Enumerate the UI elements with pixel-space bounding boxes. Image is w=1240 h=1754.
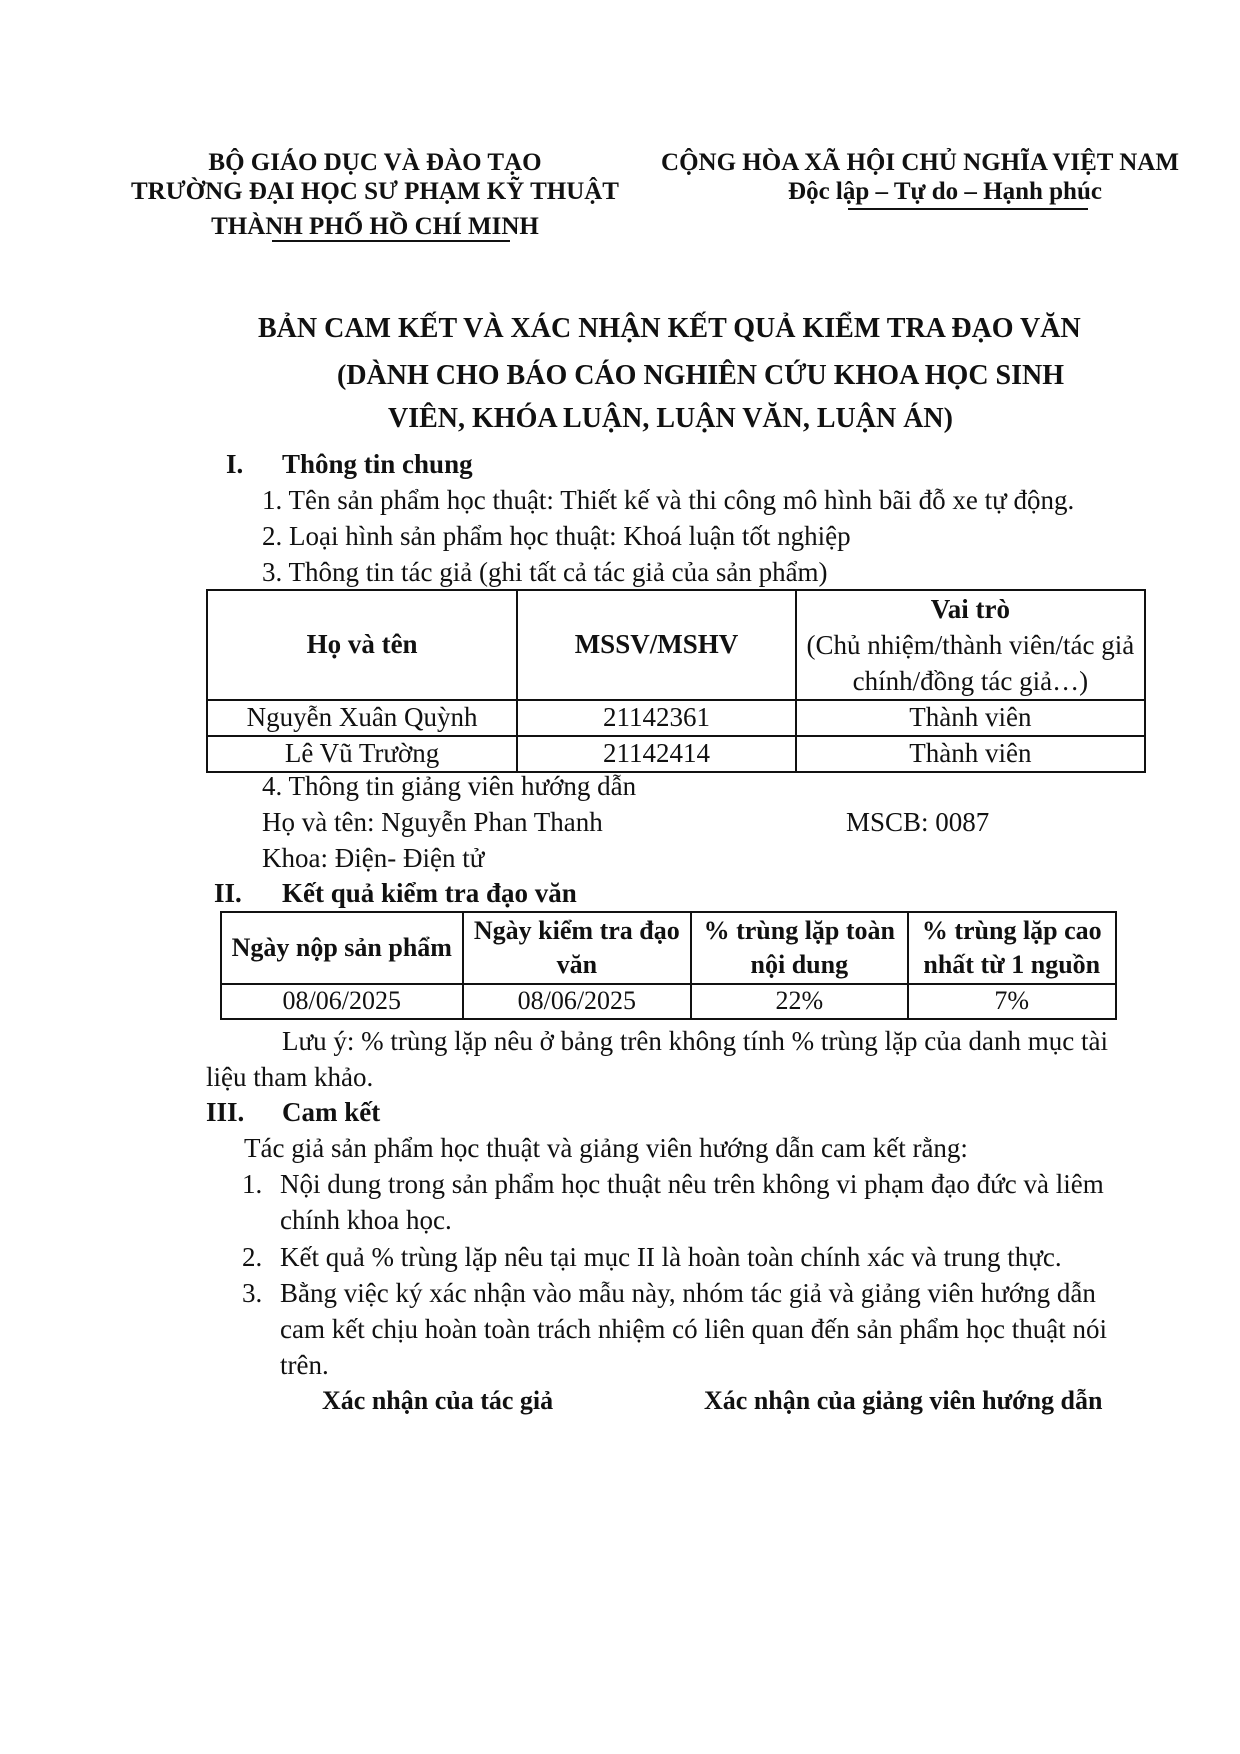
header-underline-right bbox=[848, 208, 1088, 210]
commitment-1-number: 1. bbox=[242, 1169, 263, 1199]
check-date: 08/06/2025 bbox=[463, 984, 692, 1019]
ministry-header bbox=[110, 148, 640, 241]
section-3-number: III. bbox=[206, 1097, 245, 1127]
section-2-heading: Kết quả kiểm tra đạo văn bbox=[282, 878, 577, 908]
header-max-source-similarity: % trùng lặp cao nhất từ 1 nguồn bbox=[908, 912, 1117, 984]
section-1-number: I. bbox=[226, 449, 244, 479]
commitment-2-line-1: Kết quả % trùng lặp nêu tại mục II là hoàn toàn chính xác và trung thực. bbox=[280, 1242, 1062, 1272]
plagiarism-table bbox=[220, 911, 1117, 1020]
product-name: 1. Tên sản phẩm học thuật: Thiết kế và thi công mô hình bãi đỗ xe tự động. bbox=[262, 485, 1075, 515]
section-1-heading: Thông tin chung bbox=[282, 449, 473, 479]
advisor-info-heading: 4. Thông tin giảng viên hướng dẫn bbox=[262, 771, 637, 801]
advisor-signature-label: Xác nhận của giảng viên hướng dẫn bbox=[704, 1386, 1103, 1415]
ministry-name: BỘ GIÁO DỤC VÀ ĐÀO TẠO bbox=[208, 149, 542, 176]
commitment-3-line-3: trên. bbox=[280, 1350, 329, 1380]
city-name: THÀNH PHỐ HỒ CHÍ MINH bbox=[211, 213, 539, 240]
authors-table-header bbox=[207, 590, 1145, 700]
author-role: Thành viên bbox=[796, 736, 1145, 772]
author-role: Thành viên bbox=[796, 700, 1145, 736]
header-submit-date: Ngày nộp sản phẩm bbox=[221, 912, 463, 984]
header-student-id: MSSV/MSHV bbox=[517, 590, 796, 700]
title-line-2: (DÀNH CHO BÁO CÁO NGHIÊN CỨU KHOA HỌC SINH bbox=[337, 360, 1065, 391]
table-row bbox=[207, 736, 1145, 772]
product-type: 2. Loại hình sản phẩm học thuật: Khoá luận tốt nghiệp bbox=[262, 521, 851, 551]
max-source-similarity: 7% bbox=[908, 984, 1117, 1019]
national-motto: Độc lập – Tự do – Hạnh phúc bbox=[788, 178, 1102, 205]
header-role-note: (Chủ nhiệm/thành viên/tác giả chính/đồng tác giả…) bbox=[806, 630, 1135, 696]
commitment-intro: Tác giả sản phẩm học thuật và giảng viên hướng dẫn cam kết rằng: bbox=[244, 1133, 968, 1163]
total-similarity: 22% bbox=[691, 984, 907, 1019]
table-row bbox=[221, 984, 1116, 1019]
section-2-number: II. bbox=[214, 878, 242, 908]
advisor-faculty: Khoa: Điện- Điện tử bbox=[262, 843, 485, 873]
plagiarism-table-header bbox=[221, 912, 1116, 984]
country-name: CỘNG HÒA XÃ HỘI CHỦ NGHĨA VIỆT NAM bbox=[661, 149, 1179, 176]
commitment-3-line-2: cam kết chịu hoàn toàn trách nhiệm có liên quan đến sản phẩm học thuật nói bbox=[280, 1314, 1107, 1344]
header-role bbox=[796, 590, 1145, 700]
commitment-1-line-1: Nội dung trong sản phẩm học thuật nêu trên không vi phạm đạo đức và liêm bbox=[280, 1169, 1104, 1199]
author-id: 21142414 bbox=[517, 736, 796, 772]
author-info-heading: 3. Thông tin tác giả (ghi tất cả tác giả của sản phẩm) bbox=[262, 557, 828, 587]
commitment-2-number: 2. bbox=[242, 1242, 263, 1272]
commitment-1-line-2: chính khoa học. bbox=[280, 1205, 452, 1235]
note-line-1: Lưu ý: % trùng lặp nêu ở bảng trên không tính % trùng lặp của danh mục tài bbox=[282, 1026, 1108, 1056]
authors-table bbox=[206, 589, 1146, 773]
national-header bbox=[650, 148, 1190, 206]
author-name: Nguyễn Xuân Quỳnh bbox=[207, 700, 517, 736]
commitment-3-number: 3. bbox=[242, 1278, 263, 1308]
header-role-title: Vai trò bbox=[930, 594, 1010, 624]
submit-date: 08/06/2025 bbox=[221, 984, 463, 1019]
header-total-similarity: % trùng lặp toàn nội dung bbox=[691, 912, 907, 984]
advisor-name: Họ và tên: Nguyễn Phan Thanh bbox=[262, 807, 603, 837]
author-id: 21142361 bbox=[517, 700, 796, 736]
advisor-code: MSCB: 0087 bbox=[846, 807, 990, 837]
header-name: Họ và tên bbox=[207, 590, 517, 700]
university-name: TRƯỜNG ĐẠI HỌC SƯ PHẠM KỸ THUẬT bbox=[131, 178, 619, 205]
author-signature-label: Xác nhận của tác giả bbox=[322, 1386, 554, 1415]
commitment-3-line-1: Bằng việc ký xác nhận vào mẫu này, nhóm tác giả và giảng viên hướng dẫn bbox=[280, 1278, 1096, 1308]
author-name: Lê Vũ Trường bbox=[207, 736, 517, 772]
title-line-3: VIÊN, KHÓA LUẬN, LUẬN VĂN, LUẬN ÁN) bbox=[388, 403, 953, 434]
header-check-date: Ngày kiểm tra đạo văn bbox=[463, 912, 692, 984]
title-line-1: BẢN CAM KẾT VÀ XÁC NHẬN KẾT QUẢ KIỂM TRA ĐẠO VĂN bbox=[258, 313, 1081, 344]
table-row bbox=[207, 700, 1145, 736]
note-line-2: liệu tham khảo. bbox=[206, 1062, 374, 1092]
header-underline-left bbox=[272, 240, 510, 242]
section-3-heading: Cam kết bbox=[282, 1097, 381, 1127]
